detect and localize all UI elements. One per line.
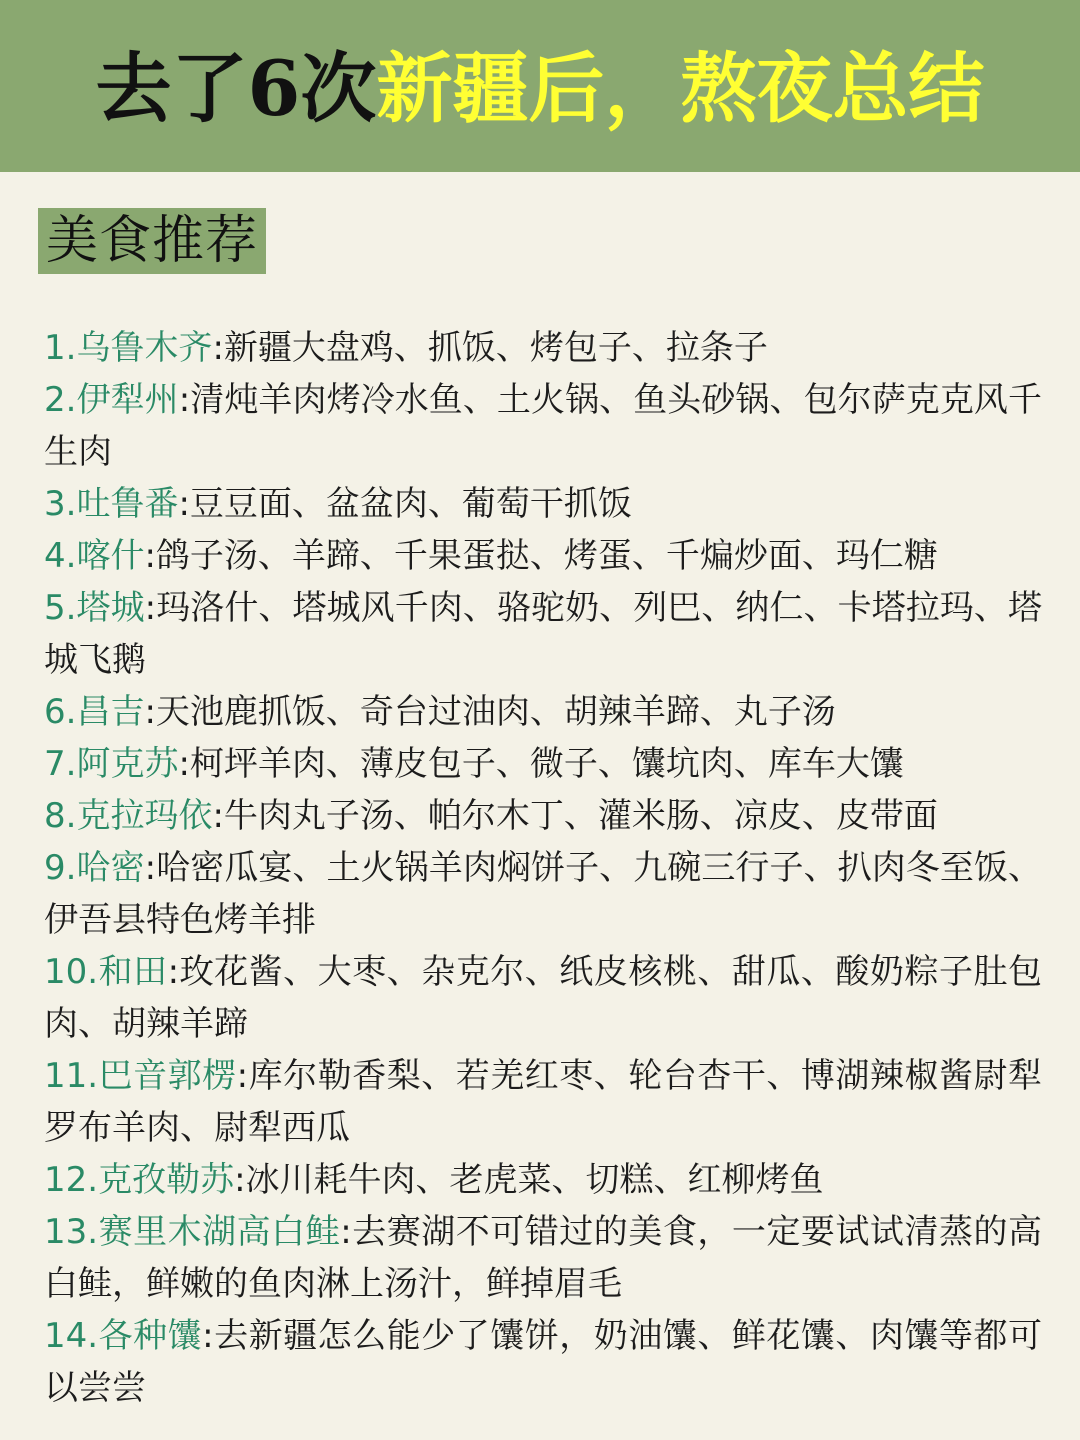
list-item bbox=[44, 1310, 1042, 1414]
region-name: 克拉玛依 bbox=[76, 796, 213, 836]
region-name: 昌吉 bbox=[76, 692, 145, 732]
list-item bbox=[44, 1050, 1042, 1154]
food-description: :新疆大盘鸡、抓饭、烤包子、拉条子 bbox=[212, 328, 768, 368]
region-name: 和田 bbox=[98, 952, 168, 992]
food-description: :天池鹿抓饭、奇台过油肉、胡辣羊蹄、丸子汤 bbox=[144, 692, 836, 732]
list-item bbox=[44, 686, 1042, 738]
region-name: 塔城 bbox=[76, 588, 145, 628]
title-part-1: 去了6次 bbox=[95, 44, 377, 133]
item-number: 14. bbox=[44, 1316, 99, 1356]
food-description: :去赛湖不可错过的美食，一定要试试清蒸的高白鲑，鲜嫩的鱼肉淋上汤汁，鲜掉眉毛 bbox=[44, 1212, 1042, 1304]
region-name: 喀什 bbox=[76, 536, 145, 576]
food-description: :玛洛什、塔城风千肉、骆驼奶、列巴、纳仁、卡塔拉玛、塔城飞鹅 bbox=[44, 588, 1043, 680]
list-item bbox=[44, 842, 1042, 946]
region-name: 吐鲁番 bbox=[76, 484, 179, 524]
header-banner bbox=[0, 0, 1080, 172]
region-name: 巴音郭楞 bbox=[98, 1056, 237, 1096]
region-name: 阿克苏 bbox=[76, 744, 179, 784]
list-item bbox=[44, 946, 1042, 1050]
region-name: 乌鲁木齐 bbox=[76, 328, 213, 368]
food-list bbox=[44, 322, 1042, 1414]
region-name: 各种馕 bbox=[98, 1316, 203, 1356]
item-number: 9. bbox=[44, 848, 77, 888]
region-name: 伊犁州 bbox=[76, 380, 179, 420]
region-name: 赛里木湖高白鲑 bbox=[98, 1212, 341, 1252]
item-number: 10. bbox=[44, 952, 99, 992]
food-description: :豆豆面、盆盆肉、葡萄干抓饭 bbox=[178, 484, 632, 524]
region-name: 哈密 bbox=[76, 848, 145, 888]
section-label bbox=[38, 208, 266, 274]
food-description: :哈密瓜宴、土火锅羊肉焖饼子、九碗三行子、扒肉冬至饭、伊吾县特色烤羊排 bbox=[44, 848, 1043, 940]
list-item bbox=[44, 582, 1042, 686]
food-description: :牛肉丸子汤、帕尔木丁、灌米肠、凉皮、皮带面 bbox=[212, 796, 938, 836]
item-number: 3. bbox=[44, 484, 77, 524]
list-item bbox=[44, 530, 1042, 582]
list-item bbox=[44, 374, 1042, 478]
list-item bbox=[44, 322, 1042, 374]
food-description: :玫花酱、大枣、杂克尔、纸皮核桃、甜瓜、酸奶粽子肚包肉、胡辣羊蹄 bbox=[44, 952, 1042, 1044]
food-description: :清炖羊肉烤冷水鱼、土火锅、鱼头砂锅、包尔萨克克风千生肉 bbox=[44, 380, 1042, 472]
list-item bbox=[44, 1154, 1042, 1206]
page-title bbox=[95, 44, 985, 133]
food-description: :鸽子汤、羊蹄、千果蛋挞、烤蛋、千煸炒面、玛仁糖 bbox=[144, 536, 938, 576]
food-description: :柯坪羊肉、薄皮包子、微子、馕坑肉、库车大馕 bbox=[178, 744, 904, 784]
region-name: 克孜勒苏 bbox=[98, 1160, 235, 1200]
list-item bbox=[44, 790, 1042, 842]
food-description: :去新疆怎么能少了馕饼，奶油馕、鲜花馕、肉馕等都可以尝尝 bbox=[44, 1316, 1042, 1408]
food-description: :冰川耗牛肉、老虎菜、切糕、红柳烤鱼 bbox=[234, 1160, 824, 1200]
item-number: 13. bbox=[44, 1212, 99, 1252]
item-number: 4. bbox=[44, 536, 77, 576]
item-number: 2. bbox=[44, 380, 77, 420]
item-number: 6. bbox=[44, 692, 77, 732]
list-item bbox=[44, 478, 1042, 530]
item-number: 12. bbox=[44, 1160, 99, 1200]
item-number: 7. bbox=[44, 744, 77, 784]
item-number: 8. bbox=[44, 796, 77, 836]
item-number: 1. bbox=[44, 328, 77, 368]
list-item bbox=[44, 738, 1042, 790]
list-item bbox=[44, 1206, 1042, 1310]
food-description: :库尔勒香梨、若羌红枣、轮台杏干、博湖辣椒酱尉犁罗布羊肉、尉犁西瓜 bbox=[44, 1056, 1042, 1148]
item-number: 5. bbox=[44, 588, 77, 628]
section-title: 美食推荐 bbox=[46, 211, 259, 271]
item-number: 11. bbox=[44, 1056, 99, 1096]
title-part-2: 新疆后，熬夜总结 bbox=[376, 44, 985, 133]
